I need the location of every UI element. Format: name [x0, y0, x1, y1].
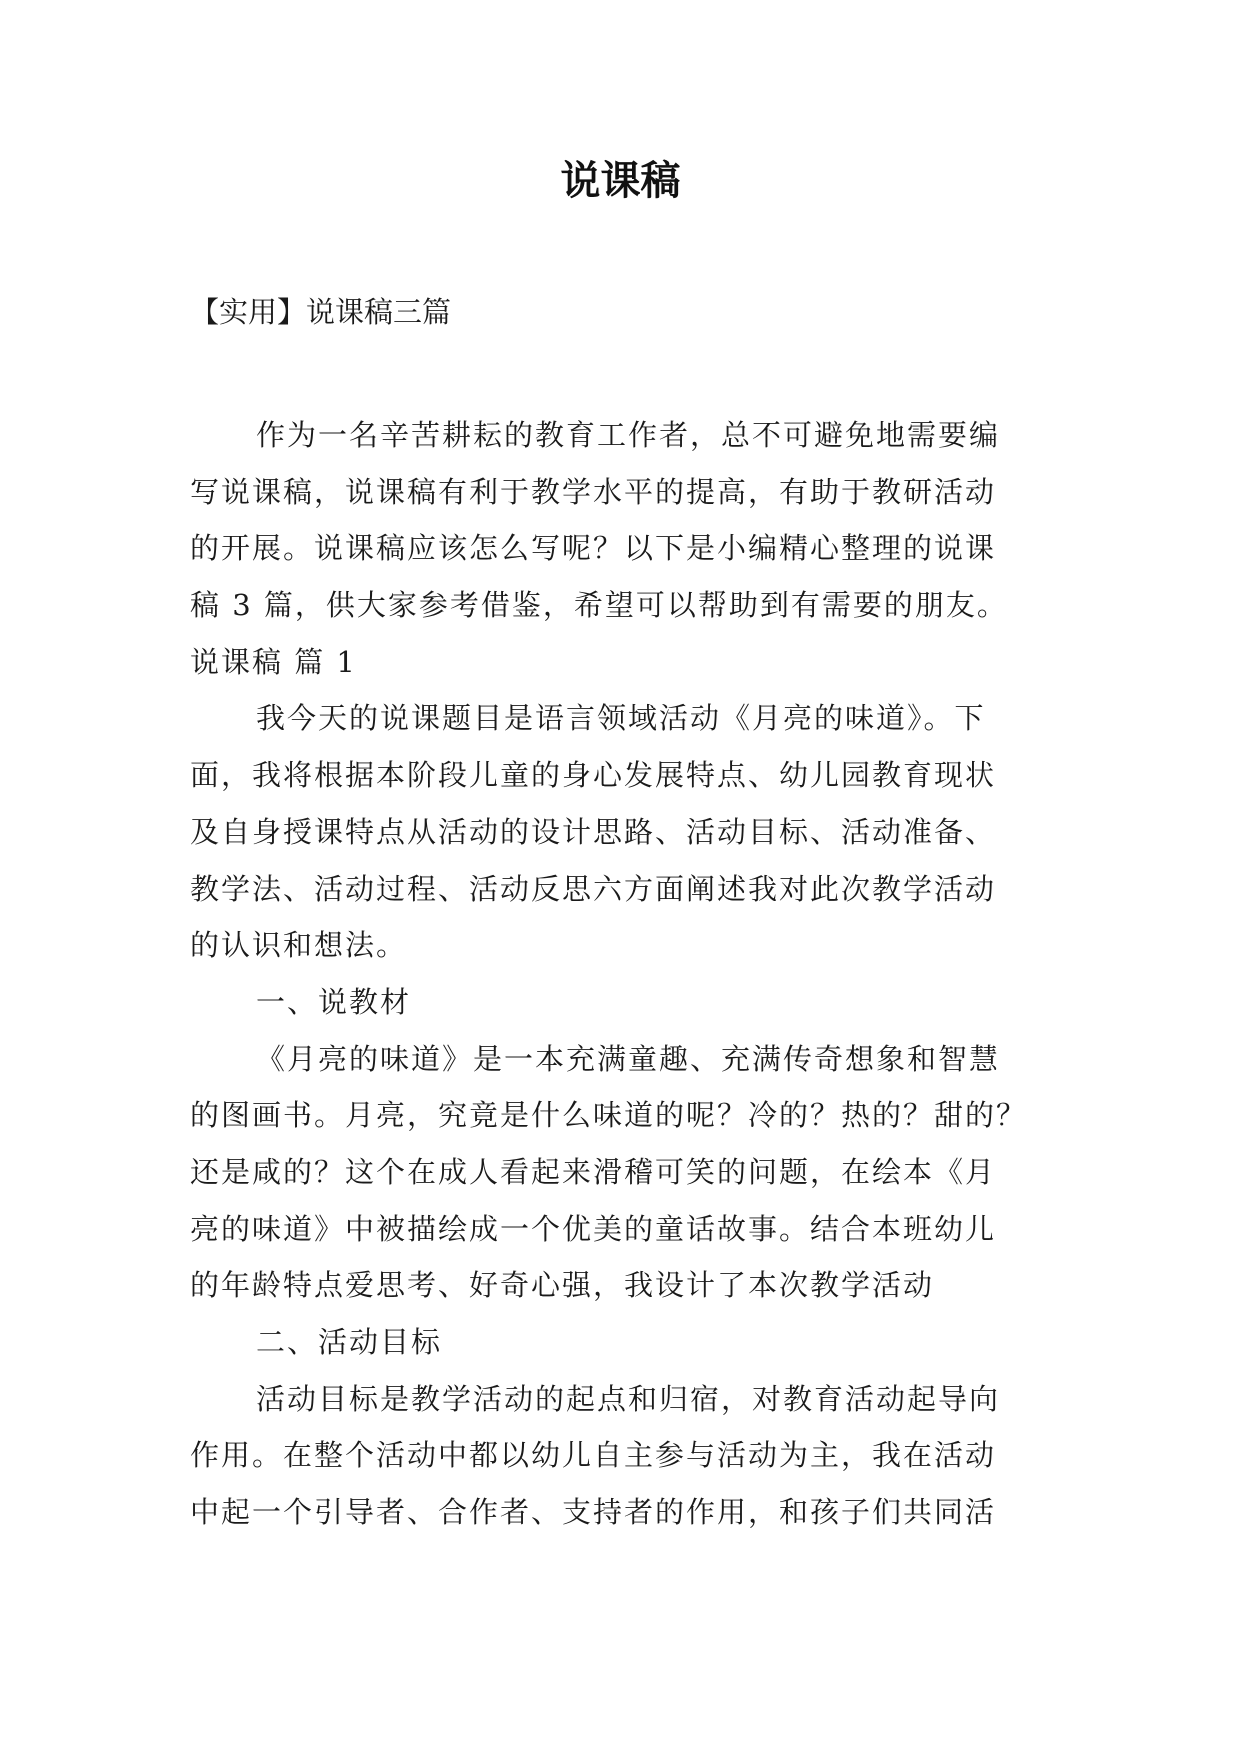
document-body: [190, 407, 1070, 1541]
section-heading: 一、说教材: [256, 984, 412, 1019]
section-heading: 说课稿 篇 1: [190, 644, 357, 679]
document-title: 说课稿: [560, 158, 681, 204]
paragraph-line: 写说课稿，说课稿有利于教学水平的提高，有助于教研活动: [190, 474, 997, 509]
paragraph-line: 面，我将根据本阶段儿童的身心发展特点、幼儿园教育现状: [190, 758, 997, 793]
paragraph-line: 教学法、活动过程、活动反思六方面阐述我对此次教学活动: [190, 871, 997, 906]
paragraph-line: 亮的味道》中被描绘成一个优美的童话故事。结合本班幼儿: [190, 1211, 997, 1246]
section-heading: 二、活动目标: [256, 1325, 443, 1359]
paragraph-line: 还是咸的？这个在成人看起来滑稽可笑的问题，在绘本《月: [190, 1154, 997, 1189]
paragraph-line: 的年龄特点爱思考、好奇心强，我设计了本次教学活动: [190, 1268, 935, 1303]
paragraph-line: 的认识和想法。: [190, 928, 408, 963]
paragraph-line: 作为一名辛苦耕耘的教育工作者，总不可避免地需要编: [256, 418, 1001, 452]
paragraph-line: 及自身授课特点从活动的设计思路、活动目标、活动准备、: [190, 814, 997, 849]
paragraph-line: 稿 3 篇，供大家参考借鉴，希望可以帮助到有需要的朋友。: [190, 588, 1008, 623]
paragraph-line: 作用。在整个活动中都以幼儿自主参与活动为主，我在活动: [190, 1438, 997, 1473]
paragraph-line: 活动目标是教学活动的起点和归宿，对教育活动起导向: [256, 1381, 1001, 1416]
paragraph-line: 中起一个引导者、合作者、支持者的作用，和孩子们共同活: [190, 1495, 997, 1530]
document-subtitle: 【实用】说课稿三篇: [190, 295, 452, 329]
paragraph-line: 的图画书。月亮，究竟是什么味道的呢？冷的？热的？甜的？: [190, 1098, 1028, 1133]
paragraph-line: 的开展。说课稿应该怎么写呢？以下是小编精心整理的说课: [190, 531, 997, 566]
paragraph-line: 我今天的说课题目是语言领域活动《月亮的味道》。下: [256, 701, 986, 736]
paragraph-line: 《月亮的味道》是一本充满童趣、充满传奇想象和智慧: [256, 1041, 1001, 1076]
